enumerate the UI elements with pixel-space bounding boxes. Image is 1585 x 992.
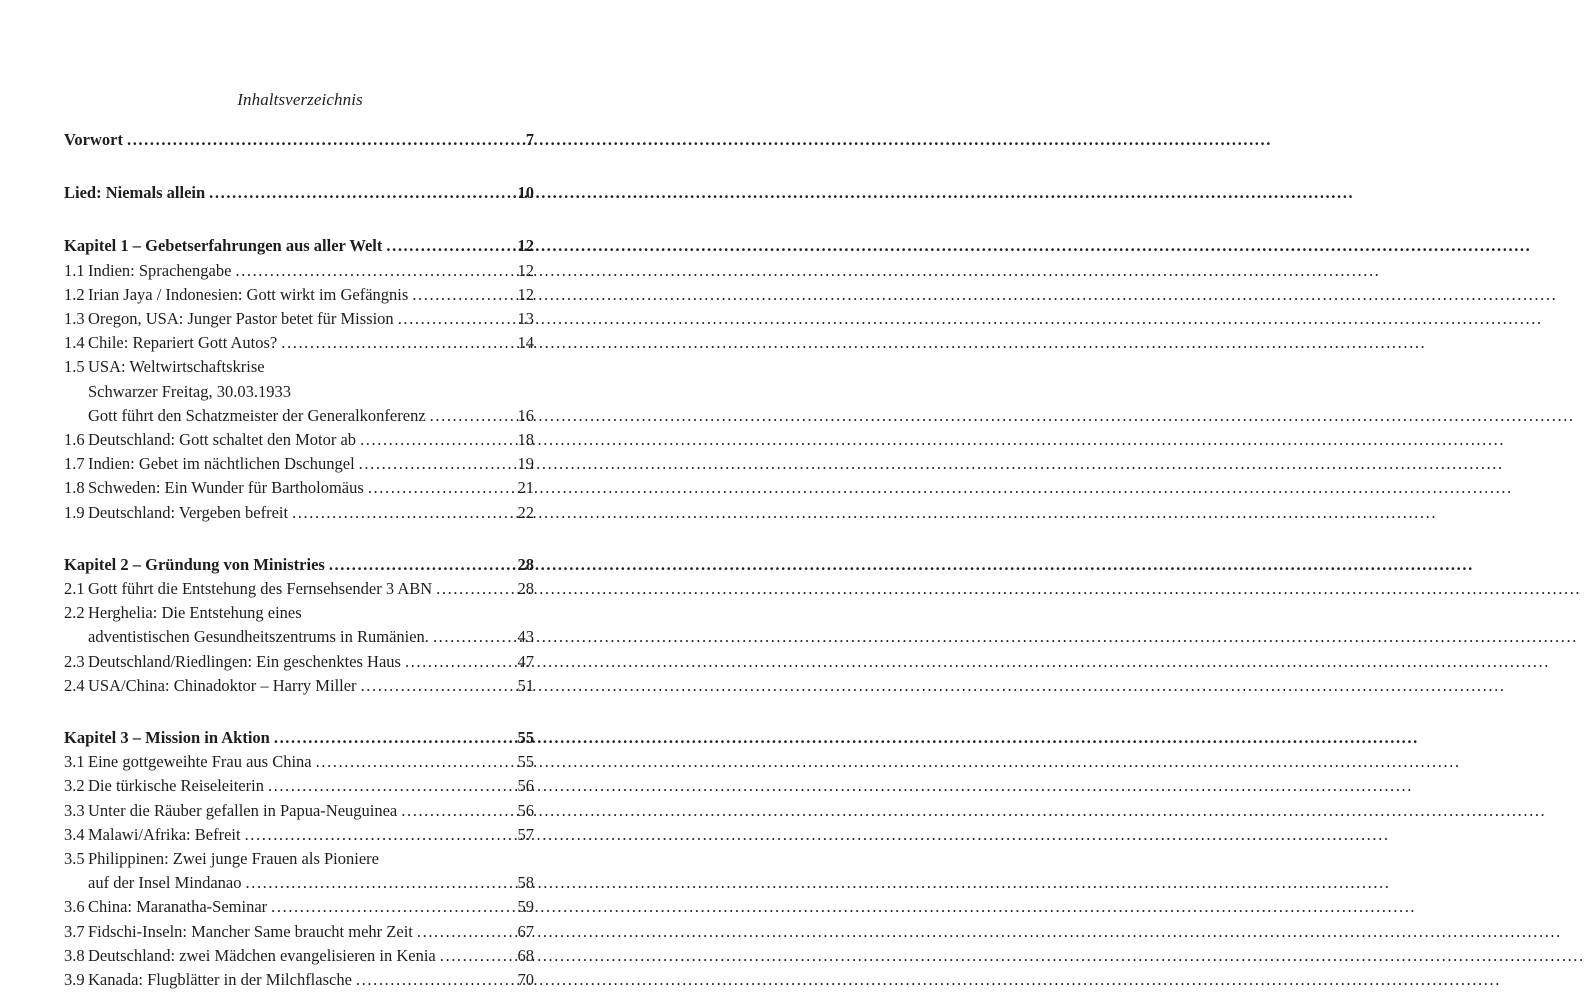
entry-title: Gott führt den Schatzmeister der Generalkonferenz — [88, 405, 426, 425]
dot-leader — [356, 968, 513, 992]
dot-leader — [405, 650, 513, 674]
toc-entry — [64, 331, 534, 355]
entry-number: 3.2 — [64, 776, 85, 796]
toc-entry — [64, 774, 534, 798]
toc-entry — [64, 750, 534, 774]
dot-leader — [246, 871, 513, 895]
toc-entry — [64, 944, 534, 968]
entry-title: Fidschi-Inseln: Mancher Same braucht mehr Zeit — [88, 921, 413, 941]
entry-number: 1.4 — [64, 333, 85, 353]
toc-entry — [64, 625, 534, 649]
entry-number: 3.4 — [64, 824, 85, 844]
dot-leader — [440, 944, 513, 968]
toc-entry-line — [64, 847, 534, 871]
entry-page-number: 43 — [517, 627, 534, 647]
entry-title: Indien: Sprachengabe — [88, 260, 232, 280]
dot-leader — [235, 259, 512, 283]
entry-page-number: 7 — [525, 130, 534, 149]
dot-leader — [359, 452, 513, 476]
entry-number: 1.1 — [64, 260, 85, 280]
toc-chapter-heading — [64, 726, 534, 750]
entry-title: Indien: Gebet im nächtlichen Dschungel — [88, 454, 355, 474]
entry-title: auf der Insel Mindanao — [88, 873, 242, 893]
entry-title: Kapitel 3 – Mission in Aktion — [64, 728, 270, 748]
entry-page-number: 14 — [517, 333, 534, 353]
toc-front-entry — [64, 181, 534, 205]
entry-page-number: 68 — [517, 945, 534, 965]
dot-leader — [281, 331, 512, 355]
entry-number: 2.4 — [64, 675, 85, 695]
dot-leader — [274, 726, 513, 750]
entry-title: Schweden: Ein Wunder für Bartholomäus — [88, 478, 364, 498]
entry-page-number: 21 — [517, 478, 534, 498]
entry-page-number: 70 — [517, 970, 534, 990]
entry-number: 1.7 — [64, 454, 85, 474]
entry-title-line: Schwarzer Freitag, 30.03.1933 — [88, 381, 291, 401]
entry-title: Eine gottgeweihte Frau aus China — [88, 752, 312, 772]
entry-page-number: 51 — [517, 675, 534, 695]
entry-number: 3.5 — [64, 849, 85, 869]
entry-title: Unter die Räuber gefallen in Papua-Neuguinea — [88, 800, 398, 820]
entry-number: 1.9 — [64, 502, 85, 522]
entry-number: 3.7 — [64, 921, 85, 941]
entry-number: 1.8 — [64, 478, 85, 498]
spacer — [64, 205, 534, 234]
book-page — [0, 0, 600, 990]
entry-number: 1.2 — [64, 284, 85, 304]
dot-leader — [386, 234, 512, 258]
entry-title-line: Philippinen: Zwei junge Frauen als Pioniere — [88, 849, 379, 869]
dot-leader — [433, 625, 513, 649]
toc-entry — [64, 968, 534, 992]
toc-entry — [64, 823, 534, 847]
entry-title: Kapitel 1 – Gebetserfahrungen aus aller Welt — [64, 236, 383, 256]
entry-title-line: USA: Weltwirtschaftskrise — [88, 357, 265, 377]
toc-entry — [64, 920, 534, 944]
dot-leader — [412, 283, 512, 307]
entry-page-number: 12 — [517, 260, 534, 280]
toc-entry — [64, 577, 534, 601]
entry-page-number: 19 — [517, 454, 534, 474]
entry-page-number: 59 — [517, 897, 534, 917]
entry-title: Gott führt die Entstehung des Fernsehsender 3 ABN — [88, 579, 433, 599]
toc-entry — [64, 283, 534, 307]
entry-title: China: Maranatha-Seminar — [88, 897, 268, 917]
toc-entry — [64, 404, 534, 428]
entry-number: 2.3 — [64, 651, 85, 671]
entry-number: 3.3 — [64, 800, 85, 820]
dot-leader — [245, 823, 513, 847]
toc-entry-line — [64, 380, 534, 404]
entry-title: Die türkische Reiseleiterin — [88, 776, 264, 796]
toc-entry — [64, 799, 534, 823]
toc-entry — [64, 259, 534, 283]
entry-title: Deutschland: Gott schaltet den Motor ab — [88, 430, 357, 450]
dot-leader — [430, 404, 513, 428]
entry-page-number: 58 — [517, 873, 534, 893]
dot-leader — [127, 128, 521, 152]
dot-leader — [292, 501, 512, 525]
entry-number: 2.1 — [64, 579, 85, 599]
entry-page-number: 67 — [517, 921, 534, 941]
entry-page-number: 56 — [517, 800, 534, 820]
entry-number: 3.8 — [64, 945, 85, 965]
toc-entry — [64, 307, 534, 331]
spacer — [64, 152, 534, 181]
entry-title: Deutschland/Riedlingen: Ein geschenktes Haus — [88, 651, 401, 671]
entry-title: adventistischen Gesundheitszentrums in Rumänien. — [88, 627, 429, 647]
entry-title: Kanada: Flugblätter in der Milchflasche — [88, 970, 352, 990]
toc-front-entry — [64, 128, 534, 152]
dot-leader — [329, 553, 513, 577]
toc-chapter-heading — [64, 553, 534, 577]
entry-number: 1.5 — [64, 357, 85, 377]
dot-leader — [436, 577, 512, 601]
entry-page-number: 22 — [517, 502, 534, 522]
entry-page-number: 28 — [517, 554, 534, 574]
dot-leader — [209, 181, 512, 205]
toc-entry — [64, 452, 534, 476]
entry-number: 3.9 — [64, 970, 85, 990]
entry-title: Irian Jaya / Indonesien: Gott wirkt im Gefängnis — [88, 284, 409, 304]
entry-page-number: 16 — [517, 405, 534, 425]
dot-leader — [417, 920, 513, 944]
toc-entry — [64, 674, 534, 698]
entry-page-number: 47 — [517, 651, 534, 671]
dot-leader — [398, 307, 513, 331]
entry-number: 3.1 — [64, 752, 85, 772]
toc-entry — [64, 428, 534, 452]
entry-title-line: Herghelia: Die Entstehung eines — [88, 603, 302, 623]
toc-heading: Inhaltsverzeichnis — [237, 90, 363, 109]
dot-leader — [368, 476, 513, 500]
entry-title: Vorwort — [64, 130, 123, 149]
dot-leader — [271, 895, 512, 919]
table-of-contents — [64, 128, 534, 992]
toc-entry — [64, 476, 534, 500]
entry-number: 2.2 — [64, 603, 85, 623]
entry-title: Deutschland: Vergeben befreit — [88, 502, 289, 522]
dot-leader — [316, 750, 513, 774]
entry-title: Lied: Niemals allein — [64, 183, 206, 203]
entry-title: Kapitel 2 – Gründung von Ministries — [64, 554, 325, 574]
entry-page-number: 10 — [517, 183, 534, 203]
dot-leader — [401, 799, 512, 823]
entry-number: 3.6 — [64, 897, 85, 917]
entry-page-number: 28 — [517, 579, 534, 599]
entry-title: Malawi/Afrika: Befreit — [88, 824, 241, 844]
entry-page-number: 57 — [517, 824, 534, 844]
entry-title: Chile: Repariert Gott Autos? — [88, 333, 278, 353]
entry-number: 1.3 — [64, 309, 85, 329]
toc-entry — [64, 895, 534, 919]
dot-leader — [268, 774, 513, 798]
spacer — [64, 525, 534, 553]
entry-title: Deutschland: zwei Mädchen evangelisieren in Kenia — [88, 945, 436, 965]
entry-page-number: 12 — [517, 236, 534, 256]
entry-page-number: 18 — [517, 430, 534, 450]
dot-leader — [360, 428, 512, 452]
entry-title: USA/China: Chinadoktor – Harry Miller — [88, 675, 357, 695]
spacer — [64, 698, 534, 726]
toc-entry-line — [64, 355, 534, 379]
toc-entry — [64, 501, 534, 525]
entry-number: 1.6 — [64, 430, 85, 450]
toc-chapter-heading — [64, 234, 534, 258]
toc-entry-line — [64, 601, 534, 625]
entry-page-number: 55 — [517, 728, 534, 748]
entry-page-number: 13 — [517, 309, 534, 329]
dot-leader — [361, 674, 513, 698]
entry-page-number: 12 — [517, 284, 534, 304]
toc-entry — [64, 650, 534, 674]
entry-page-number: 56 — [517, 776, 534, 796]
entry-title: Oregon, USA: Junger Pastor betet für Mission — [88, 309, 394, 329]
entry-page-number: 55 — [517, 752, 534, 772]
toc-entry — [64, 871, 534, 895]
